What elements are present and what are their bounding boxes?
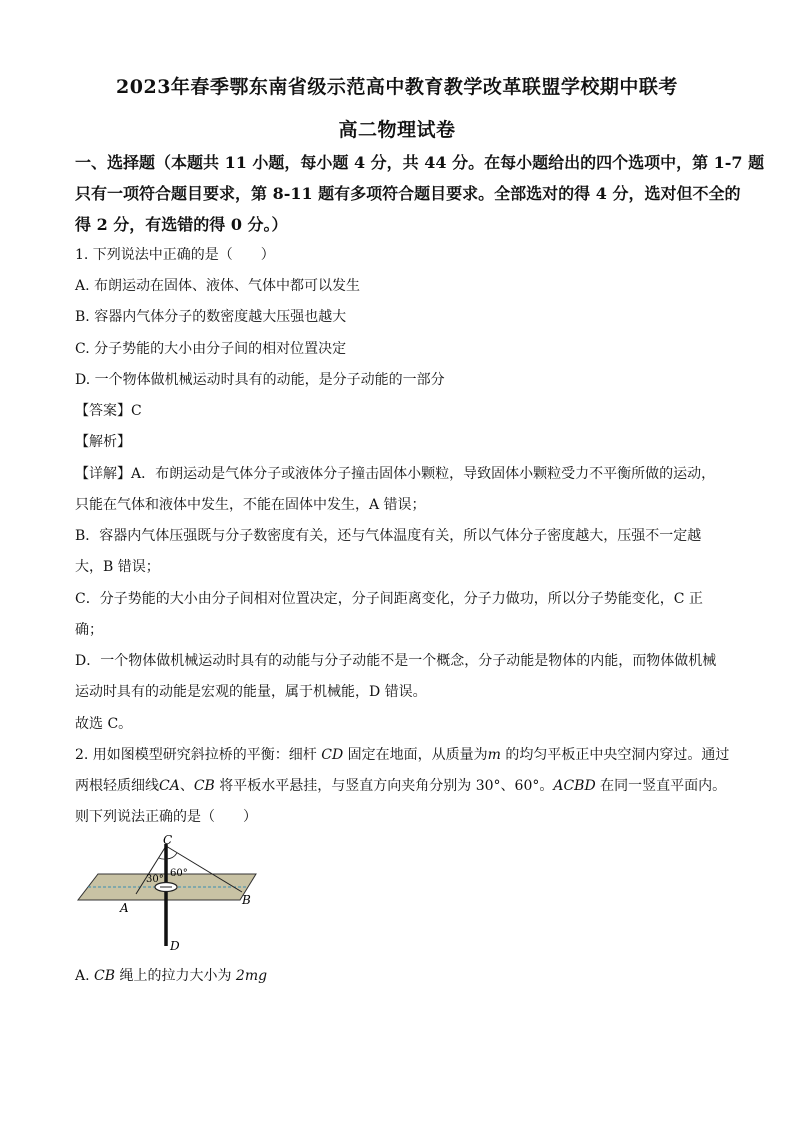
section-instruction-line-2: 只有一项符合题目要求，第 8-11 题有多项符合题目要求。全部选对的得 4 分，选对但不全的	[75, 184, 741, 203]
q2-stem-line-1	[75, 744, 729, 764]
exam-title: 2023年春季鄂东南省级示范高中教育教学改革联盟学校期中联考	[116, 76, 678, 98]
mass-symbol: m	[487, 747, 501, 763]
q1-detail-line-4: 大，B 错误；	[75, 559, 160, 575]
q1-option-d: D. 一个物体做机械运动时具有的动能，是分子动能的一部分	[75, 372, 445, 388]
q2-text: 2. 用如图模型研究斜拉桥的平衡：细杆	[75, 747, 322, 763]
q1-option-b: B. 容器内气体分子的数密度越大压强也越大	[75, 309, 347, 325]
q1-stem: 1. 下列说法中正确的是（ ）	[75, 247, 275, 263]
q2-text: 两根轻质细线	[75, 778, 159, 794]
q1-detail-line-3: B．容器内气体压强既与分子数密度有关，还与气体温度有关，所以气体分子密度越大，压强不一定越	[75, 528, 702, 544]
line-cb-symbol: CB	[94, 968, 116, 984]
label-b: B	[242, 893, 251, 907]
q1-option-c: C. 分子势能的大小由分子间的相对位置决定	[75, 341, 347, 357]
label-angle-60: 60°	[170, 868, 188, 879]
q2-option-a-text: 绳上的拉力大小为	[115, 968, 236, 984]
plane-acbd-symbol: ACBD	[553, 778, 596, 794]
q1-analysis-label: 【解析】	[75, 434, 131, 450]
q1-detail-line-7: D．一个物体做机械运动时具有的动能与分子动能不是一个概念，分子动能是物体的内能，而物体做机械	[75, 653, 717, 669]
label-d: D	[170, 939, 180, 953]
q1-detail-line-1: 【详解】A．布朗运动是气体分子或液体分子撞击固体小颗粒，导致固体小颗粒受力不平衡所做的运动，	[75, 466, 716, 482]
q1-detail-line-6: 确；	[75, 622, 103, 638]
label-c: C	[163, 834, 173, 847]
q2-text: 将平板水平悬挂，与竖直方向夹角分别为 30°、60°。	[214, 778, 554, 794]
q2-option-a-letter: A.	[75, 968, 95, 984]
q1-option-a: A. 布朗运动在固体、液体、气体中都可以发生	[75, 278, 361, 294]
q2-text: 的均匀平板正中央空洞内穿过。通过	[500, 747, 730, 763]
label-angle-30: 30°	[146, 874, 164, 885]
q2-text: 、	[179, 778, 194, 794]
q1-detail-line-2: 只能在气体和液体中发生，不能在固体中发生，A 错误；	[75, 497, 426, 513]
q2-stem-line-2	[75, 775, 726, 795]
exam-subtitle: 高二物理试卷	[338, 119, 456, 141]
q2-stem-line-3: 则下列说法正确的是（ ）	[75, 809, 257, 825]
q2-text: 在同一竖直平面内。	[595, 778, 727, 794]
q2-option-a	[75, 965, 267, 985]
line-cb-symbol: CB	[193, 778, 215, 794]
label-a: A	[120, 901, 129, 915]
rod-cd-symbol: CD	[321, 747, 344, 763]
q1-detail-line-5: C．分子势能的大小由分子间相对位置决定，分子间距离变化，分子力做功，所以分子势能变化，C 正	[75, 591, 703, 607]
tension-value: 2mg	[235, 968, 268, 984]
line-ca-symbol: CA	[159, 778, 180, 794]
q1-conclusion: 故选 C。	[75, 716, 133, 732]
q1-answer: 【答案】C	[75, 403, 142, 419]
section-instruction-line-3: 得 2 分，有选错的得 0 分。）	[75, 215, 288, 234]
section-instruction-line-1: 一、选择题（本题共 11 小题，每小题 4 分，共 44 分。在每小题给出的四个选项中，第 1-7 题	[75, 153, 765, 172]
bridge-model-figure	[74, 834, 274, 956]
q1-detail-line-8: 运动时具有的动能是宏观的能量，属于机械能，D 错误。	[75, 684, 427, 700]
q2-text: 固定在地面，从质量为	[343, 747, 488, 763]
